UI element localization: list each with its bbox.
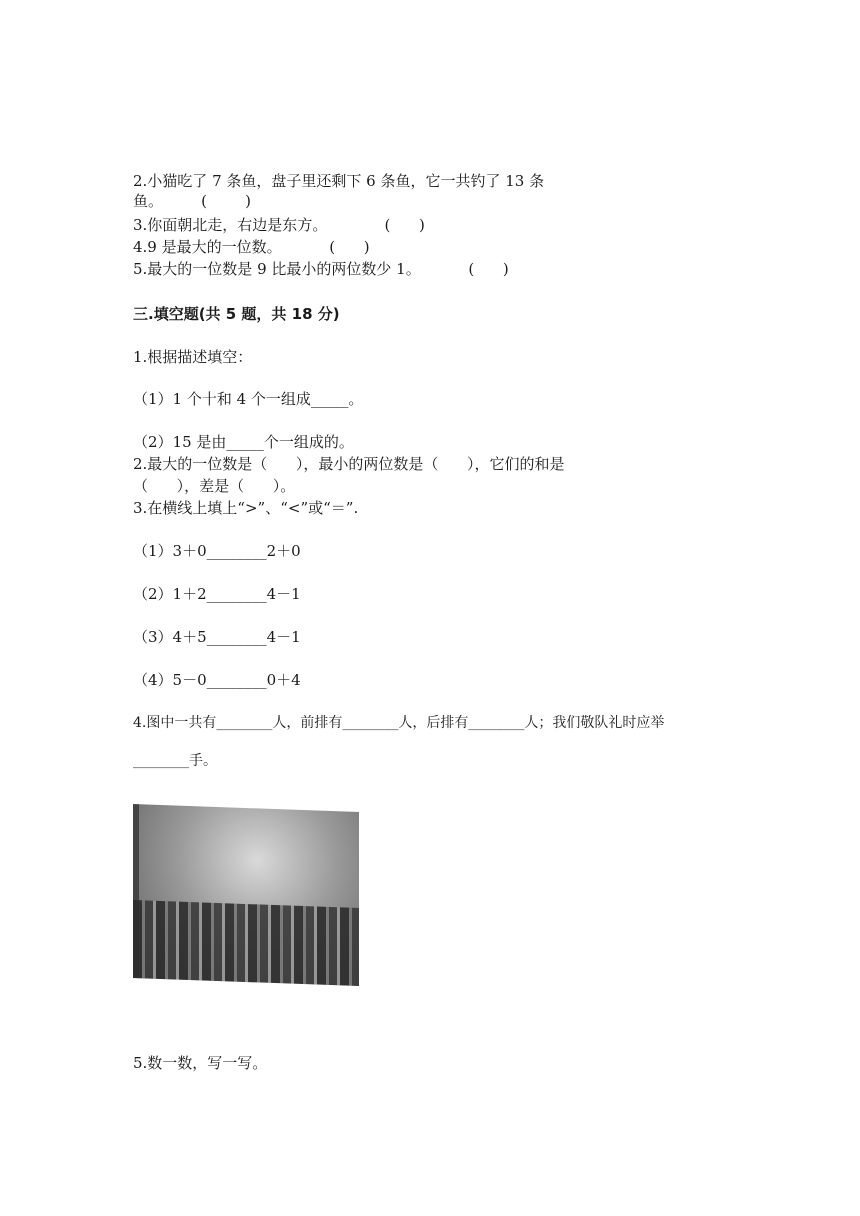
photo-crowd [133, 900, 359, 986]
q3-item: （1）3＋0________2＋0 [133, 542, 301, 560]
q3-item: （3）4＋5________4－1 [133, 628, 301, 646]
tf-q2-line2: 鱼。 ( ) [133, 192, 251, 210]
group-photo [133, 804, 359, 986]
tf-q3: 3.你面朝北走，右边是东方。 ( ) [133, 216, 425, 234]
q1-a: （1）1 个十和 4 个一组成_____。 [133, 390, 364, 408]
tf-q2-line1: 2.小猫吃了 7 条鱼，盘子里还剩下 6 条鱼，它一共钓了 13 条 [133, 172, 545, 190]
tf-q5: 5.最大的一位数是 9 比最小的两位数少 1。 ( ) [133, 260, 509, 278]
q2-line2: （ ），差是（ ）。 [133, 477, 296, 495]
tf-q4: 4.9 是最大的一位数。 ( ) [133, 238, 370, 256]
q3-item: （4）5－0________0＋4 [133, 671, 301, 689]
section-title: 三.填空题(共 5 题，共 18 分) [133, 305, 340, 323]
q1-stem: 1.根据描述填空： [133, 348, 253, 366]
q4-line2: ________手。 [133, 753, 217, 769]
q3-item: （2）1＋2________4－1 [133, 585, 301, 603]
q5-stem: 5.数一数，写一写。 [133, 1054, 268, 1072]
q3-stem: 3.在横线上填上“>”、“<”或“＝”. [133, 499, 359, 517]
q2-line1: 2.最大的一位数是（ ），最小的两位数是（ ），它们的和是 [133, 455, 565, 473]
q4-line1: 4.图中一共有________人，前排有________人，后排有________人；我们敬队礼时应举 [133, 715, 665, 731]
q1-b: （2）15 是由_____个一组成的。 [133, 433, 354, 451]
